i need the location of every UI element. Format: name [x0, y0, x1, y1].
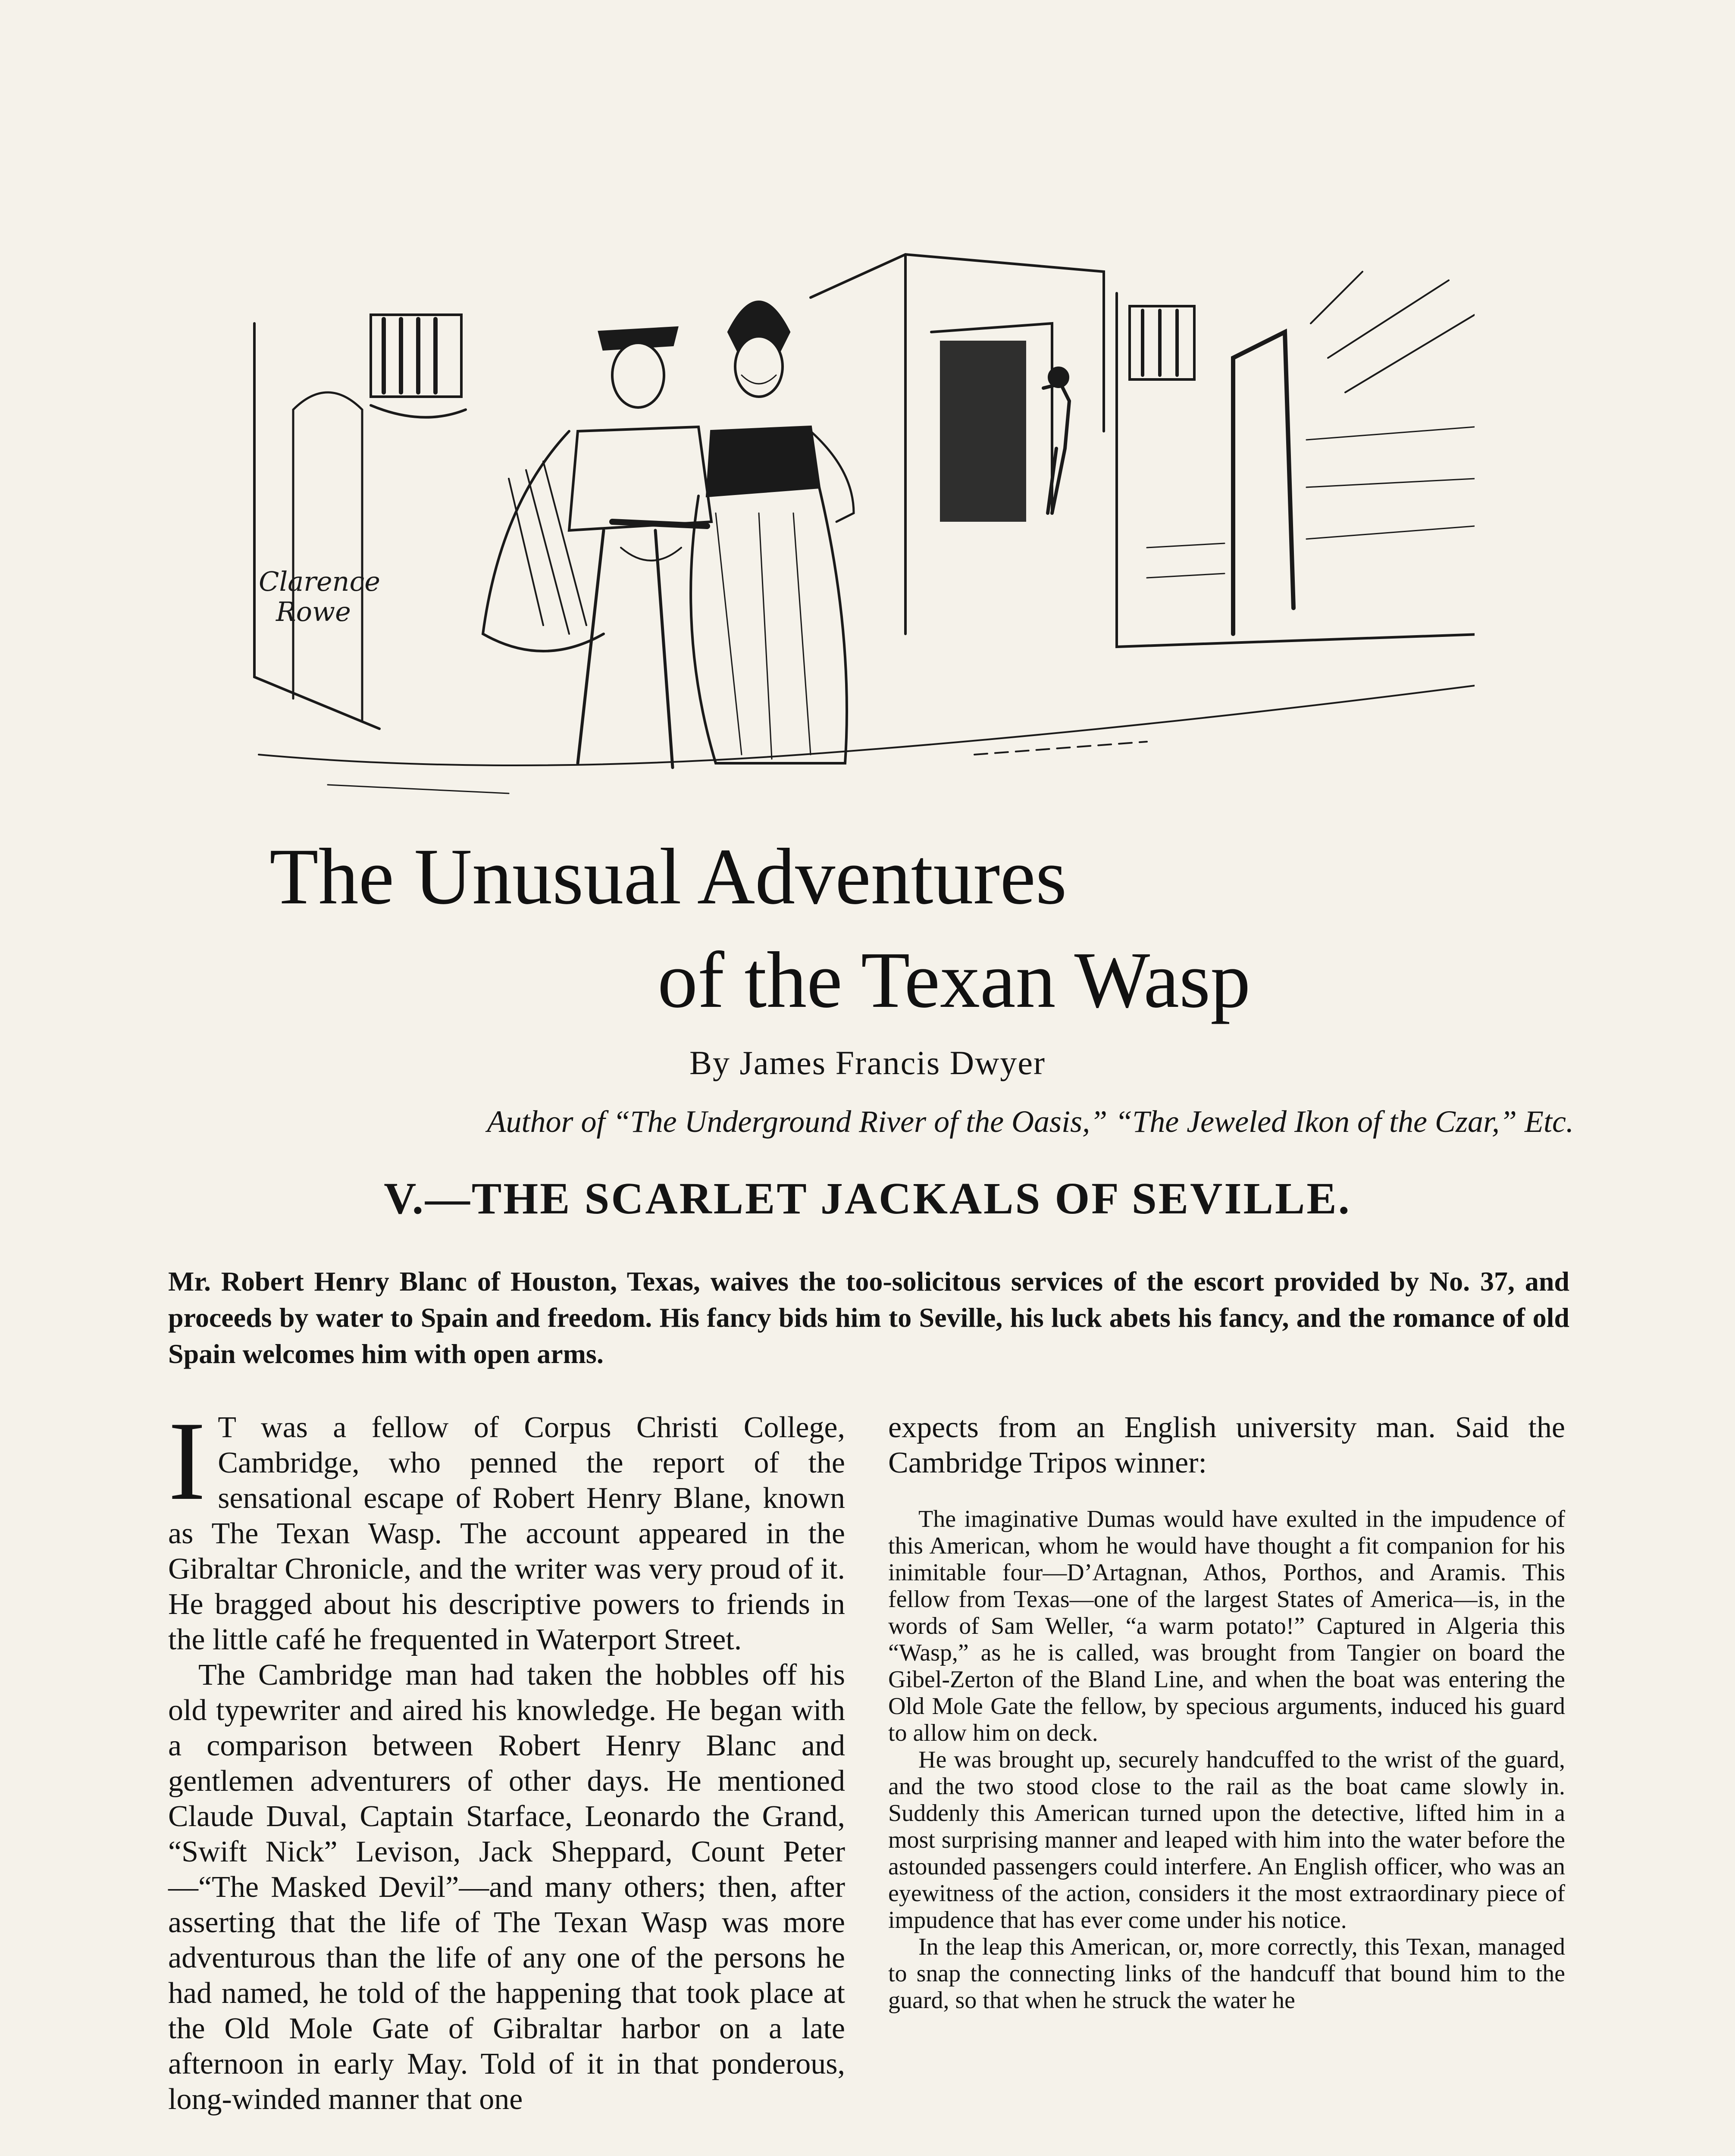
drop-cap: I [168, 1398, 206, 1523]
paragraph-1-text: T was a fellow of Corpus Christi College, Cambridge, who penned the report of the sensational escape of Robert Henry Blane, known as The Texan Wasp. The account appeared in the Gibraltar Chronicle, and the writer was very proud of it. He bragged about his descriptive powers to friends in the little café he frequented in Waterport Street. [168, 1411, 845, 1656]
quote-paragraph-3: In the leap this American, or, more correctly, this Texan, managed to snap the connecting links of the handcuff that bound him to the guard, so that when he struck the water he [888, 1934, 1565, 2014]
byline: By James Francis Dwyer [689, 1044, 1046, 1081]
column-left [168, 1398, 845, 2117]
story-summary: Mr. Robert Henry Blanc of Houston, Texas, waives the too-solicitous services of the escort provided by No. 37, and proceeds by water to Spain and freedom. His fancy bids him to Seville, his luck abets his fancy, and the romance of old Spain welcomes him with open arms. [168, 1266, 1569, 1369]
body-paragraph-2: The Cambridge man had taken the hobbles off his old typewriter and aired his knowledge. He began with a comparison between Robert Henry Blanc and gentlemen adventurers of other days. He mentioned Claude Duval, Captain Starface, Leonardo the Grand, “Swift Nick” Levison, Jack Sheppard, Count Peter—“The Masked Devil”—and many others; then, after asserting that the life of The Texan Wasp was more adventurous than the life of any one of the persons he had named, he told of the happening that took place at the Old Mole Gate of Gibraltar harbor on a late afternoon in early May. Told of it in that ponderous, long-winded manner that one [168, 1658, 845, 2116]
column-right [888, 1410, 1565, 2014]
body-paragraph-3: expects from an English university man. Said the Cambridge Tripos winner: [888, 1411, 1565, 1479]
quoted-report [888, 1506, 1565, 2014]
story-title-line-2: of the Texan Wasp [658, 936, 1251, 1025]
illustration-signature: Clarence [259, 566, 380, 597]
chapter-heading: V.—THE SCARLET JACKALS OF SEVILLE. [384, 1174, 1351, 1223]
quote-paragraph-1: The imaginative Dumas would have exulted in the impudence of this American, whom he would have thought a fit companion for his inimitable four—D’Artagnan, Athos, Porthos, and Aramis. This fellow from Texas—one of the largest States of America—is, in the words of Sam Weller, “a warm potato!” Captured in Algeria this “Wasp,” as he is called, was brought from Tangier on board the Gibel-Zerton of the Bland Line, and when the boat was entering the Old Mole Gate the fellow, by specious arguments, induced his guard to allow him on deck. [888, 1506, 1565, 1746]
illustration-street-scene [241, 246, 1475, 806]
svg-text:Rowe: Rowe [276, 596, 351, 627]
author-credits: Author of “The Underground River of the Oasis,” “The Jeweled Ikon of the Czar,” Etc. [487, 1104, 1574, 1139]
quote-paragraph-2: He was brought up, securely handcuffed to the wrist of the guard, and the two stood close to the rail as the boat came slowly in. Suddenly this American turned upon the detective, lifted him in a most surprising manner and leaped with him into the water before the astounded passengers could interfere. An English officer, who was an eyewitness of the action, considers it the most extraordinary piece of impudence that has ever come under his notice. [888, 1746, 1565, 1934]
body-paragraph-1 [168, 1398, 845, 1658]
story-title-line-1: The Unusual Adventures [269, 832, 1067, 921]
